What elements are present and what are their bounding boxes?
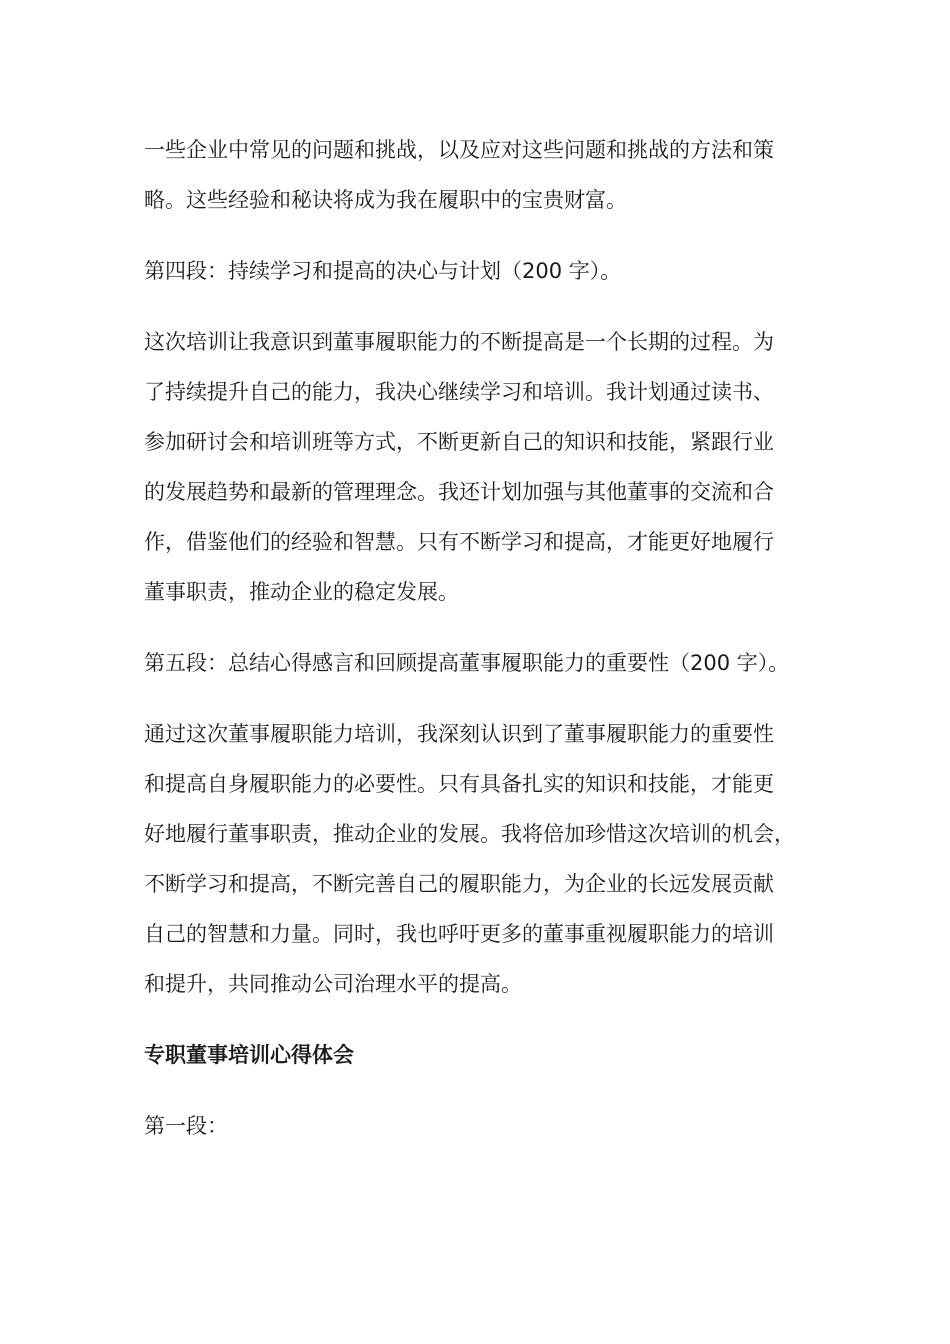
article-heading	[144, 1030, 804, 1080]
section-5-body	[144, 709, 804, 1009]
text-line: 和提高自身履职能力的必要性。只有具备扎实的知识和技能，才能更	[144, 772, 774, 796]
paragraph-continuation	[144, 125, 804, 225]
text-line: 一些企业中常见的问题和挑战，以及应对这些问题和挑战的方法和策	[144, 138, 774, 162]
section-5-title	[144, 638, 804, 688]
text-line: 略。这些经验和秘诀将成为我在履职中的宝贵财富。	[144, 188, 627, 212]
text-line: 这次培训让我意识到董事履职能力的不断提高是一个长期的过程。为	[144, 330, 774, 354]
text-line: 通过这次董事履职能力培训，我深刻认识到了董事履职能力的重要性	[144, 722, 774, 746]
text-line: 第四段：持续学习和提高的决心与计划（200 字）。	[144, 259, 622, 283]
section-1-title	[144, 1101, 804, 1151]
text-line: 的发展趋势和最新的管理理念。我还计划加强与其他董事的交流和合	[144, 480, 774, 504]
text-line: 和提升，共同推动公司治理水平的提高。	[144, 972, 522, 996]
text-line: 好地履行董事职责，推动企业的发展。我将倍加珍惜这次培训的机会，	[144, 822, 795, 846]
text-line: 自己的智慧和力量。同时，我也呼吁更多的董事重视履职能力的培训	[144, 922, 774, 946]
section-4-body	[144, 317, 804, 617]
text-line: 了持续提升自己的能力，我决心继续学习和培训。我计划通过读书、	[144, 380, 774, 404]
text-line: 第一段：	[144, 1114, 228, 1138]
text-line: 董事职责，推动企业的稳定发展。	[144, 580, 459, 604]
text-line: 第五段：总结心得感言和回顾提高董事履职能力的重要性（200 字）。	[144, 651, 790, 675]
heading-line: 专职董事培训心得体会	[144, 1043, 354, 1067]
text-line: 作，借鉴他们的经验和智慧。只有不断学习和提高，才能更好地履行	[144, 530, 774, 554]
text-line: 不断学习和提高，不断完善自己的履职能力，为企业的长远发展贡献	[144, 872, 774, 896]
document-page	[144, 125, 804, 1151]
section-4-title	[144, 246, 804, 296]
text-line: 参加研讨会和培训班等方式，不断更新自己的知识和技能，紧跟行业	[144, 430, 774, 454]
